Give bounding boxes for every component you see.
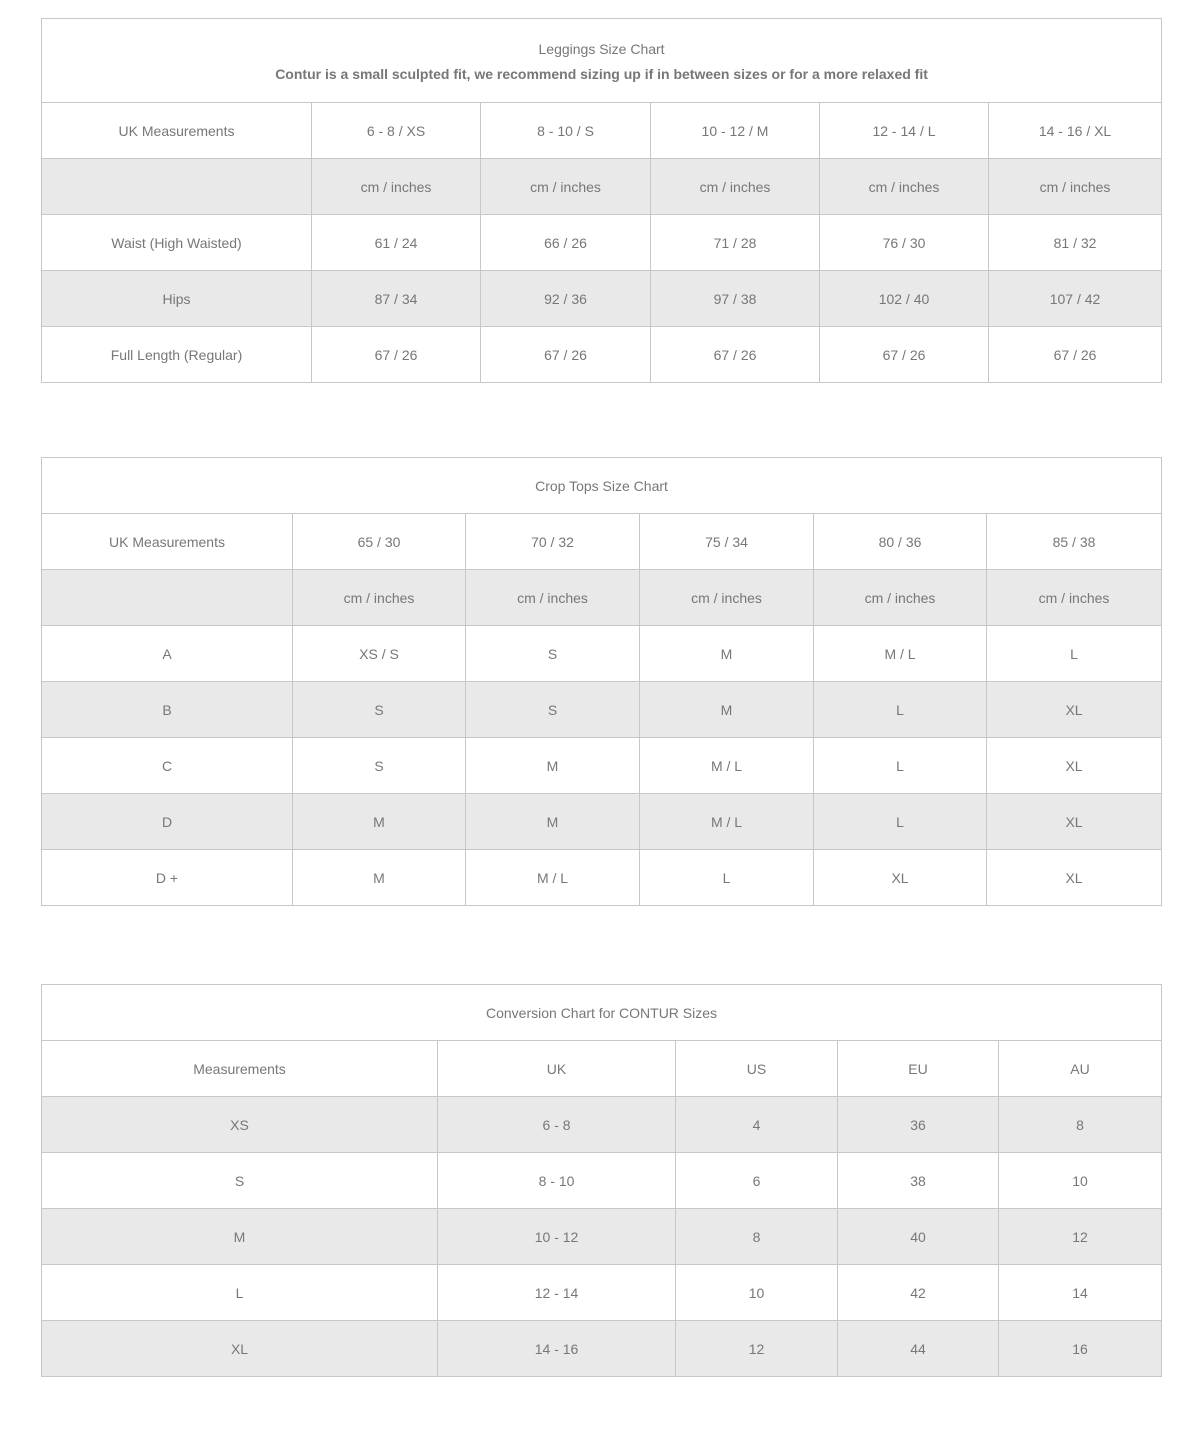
table-cell: 14 xyxy=(999,1265,1162,1321)
leggings-units-cell: cm / inches xyxy=(651,159,820,215)
table-row xyxy=(42,271,1162,327)
leggings-title: Leggings Size Chart xyxy=(538,40,665,57)
table-cell: M xyxy=(293,850,466,906)
leggings-header-cell: 8 - 10 / S xyxy=(481,103,651,159)
table-cell: 67 / 26 xyxy=(312,327,481,383)
table-cell: 81 / 32 xyxy=(989,215,1162,271)
table-cell: 87 / 34 xyxy=(312,271,481,327)
table-cell: M / L xyxy=(814,626,987,682)
table-row xyxy=(42,1209,1162,1265)
table-cell: 71 / 28 xyxy=(651,215,820,271)
row-label: XL xyxy=(42,1321,438,1377)
row-label: Full Length (Regular) xyxy=(42,327,312,383)
table-cell: 6 xyxy=(676,1153,838,1209)
table-cell: L xyxy=(814,794,987,850)
croptops-units-cell: cm / inches xyxy=(293,570,466,626)
table-cell: 10 xyxy=(999,1153,1162,1209)
table-cell: L xyxy=(640,850,814,906)
table-cell: 44 xyxy=(838,1321,999,1377)
table-cell: XS / S xyxy=(293,626,466,682)
conversion-header-cell: Measurements xyxy=(42,1041,438,1097)
table-cell: M xyxy=(640,682,814,738)
croptops-units-cell: cm / inches xyxy=(466,570,640,626)
table-cell: 42 xyxy=(838,1265,999,1321)
table-cell: M / L xyxy=(466,850,640,906)
table-cell: 8 xyxy=(999,1097,1162,1153)
table-row xyxy=(42,738,1162,794)
conversion-header-cell: AU xyxy=(999,1041,1162,1097)
table-cell: 8 xyxy=(676,1209,838,1265)
table-row xyxy=(42,327,1162,383)
table-cell: 12 - 14 xyxy=(438,1265,676,1321)
row-label: B xyxy=(42,682,293,738)
table-row xyxy=(42,626,1162,682)
table-row xyxy=(42,850,1162,906)
table-cell: XL xyxy=(987,850,1162,906)
table-cell: 10 xyxy=(676,1265,838,1321)
table-cell: M xyxy=(293,794,466,850)
leggings-header-cell: 10 - 12 / M xyxy=(651,103,820,159)
table-row xyxy=(42,794,1162,850)
conversion-title-row xyxy=(42,985,1162,1041)
table-cell: S xyxy=(466,682,640,738)
row-label: L xyxy=(42,1265,438,1321)
row-label: C xyxy=(42,738,293,794)
table-cell: 16 xyxy=(999,1321,1162,1377)
leggings-units-row xyxy=(42,159,1162,215)
table-cell: XL xyxy=(987,794,1162,850)
table-cell: 76 / 30 xyxy=(820,215,989,271)
table-cell: M xyxy=(640,626,814,682)
table-cell: 12 xyxy=(999,1209,1162,1265)
croptops-units-cell: cm / inches xyxy=(814,570,987,626)
croptops-header-cell: 65 / 30 xyxy=(293,514,466,570)
leggings-header-cell: 14 - 16 / XL xyxy=(989,103,1162,159)
table-cell: 12 xyxy=(676,1321,838,1377)
table-cell: 66 / 26 xyxy=(481,215,651,271)
table-cell: 67 / 26 xyxy=(989,327,1162,383)
table-cell: 102 / 40 xyxy=(820,271,989,327)
table-row xyxy=(42,1097,1162,1153)
table-cell: 38 xyxy=(838,1153,999,1209)
croptops-units-cell: cm / inches xyxy=(987,570,1162,626)
table-cell: 6 - 8 xyxy=(438,1097,676,1153)
croptops-title: Crop Tops Size Chart xyxy=(42,458,1162,514)
table-row xyxy=(42,215,1162,271)
table-cell: 97 / 38 xyxy=(651,271,820,327)
table-cell: 61 / 24 xyxy=(312,215,481,271)
croptops-header-cell: 75 / 34 xyxy=(640,514,814,570)
table-cell: S xyxy=(466,626,640,682)
table-cell: 40 xyxy=(838,1209,999,1265)
leggings-units-cell xyxy=(42,159,312,215)
conversion-header-cell: UK xyxy=(438,1041,676,1097)
leggings-subtitle: Contur is a small sculpted fit, we recommend sizing up if in between sizes or for a more relaxed fit xyxy=(275,65,928,82)
row-label: D + xyxy=(42,850,293,906)
croptops-units-cell: cm / inches xyxy=(640,570,814,626)
croptops-header-cell: 85 / 38 xyxy=(987,514,1162,570)
table-cell: 14 - 16 xyxy=(438,1321,676,1377)
conversion-header-row xyxy=(42,1041,1162,1097)
leggings-header-row xyxy=(42,103,1162,159)
croptops-header-cell: 70 / 32 xyxy=(466,514,640,570)
table-cell: L xyxy=(814,682,987,738)
row-label: D xyxy=(42,794,293,850)
leggings-units-cell: cm / inches xyxy=(989,159,1162,215)
table-cell: XL xyxy=(814,850,987,906)
table-cell: 8 - 10 xyxy=(438,1153,676,1209)
leggings-units-cell: cm / inches xyxy=(312,159,481,215)
row-label: Hips xyxy=(42,271,312,327)
row-label: XS xyxy=(42,1097,438,1153)
crop-tops-size-chart xyxy=(41,457,1162,906)
table-row xyxy=(42,1321,1162,1377)
table-cell: 4 xyxy=(676,1097,838,1153)
conversion-chart xyxy=(41,984,1162,1377)
leggings-units-cell: cm / inches xyxy=(820,159,989,215)
leggings-title-cell xyxy=(42,19,1162,103)
leggings-header-cell: 12 - 14 / L xyxy=(820,103,989,159)
croptops-header-row xyxy=(42,514,1162,570)
leggings-header-cell: UK Measurements xyxy=(42,103,312,159)
table-cell: 67 / 26 xyxy=(820,327,989,383)
croptops-header-cell: UK Measurements xyxy=(42,514,293,570)
table-cell: L xyxy=(987,626,1162,682)
table-cell: M / L xyxy=(640,794,814,850)
leggings-title-row xyxy=(42,19,1162,103)
row-label: S xyxy=(42,1153,438,1209)
table-cell: 10 - 12 xyxy=(438,1209,676,1265)
croptops-title-row xyxy=(42,458,1162,514)
leggings-size-chart xyxy=(41,18,1162,383)
croptops-units-row xyxy=(42,570,1162,626)
table-cell: M xyxy=(466,738,640,794)
row-label: Waist (High Waisted) xyxy=(42,215,312,271)
conversion-header-cell: EU xyxy=(838,1041,999,1097)
table-cell: S xyxy=(293,682,466,738)
table-cell: 67 / 26 xyxy=(481,327,651,383)
table-cell: M / L xyxy=(640,738,814,794)
leggings-header-cell: 6 - 8 / XS xyxy=(312,103,481,159)
row-label: M xyxy=(42,1209,438,1265)
row-label: A xyxy=(42,626,293,682)
conversion-header-cell: US xyxy=(676,1041,838,1097)
croptops-header-cell: 80 / 36 xyxy=(814,514,987,570)
table-cell: L xyxy=(814,738,987,794)
table-cell: S xyxy=(293,738,466,794)
table-cell: XL xyxy=(987,682,1162,738)
conversion-title: Conversion Chart for CONTUR Sizes xyxy=(42,985,1162,1041)
croptops-units-cell xyxy=(42,570,293,626)
leggings-units-cell: cm / inches xyxy=(481,159,651,215)
table-cell: 67 / 26 xyxy=(651,327,820,383)
table-cell: 36 xyxy=(838,1097,999,1153)
table-row xyxy=(42,1153,1162,1209)
table-row xyxy=(42,1265,1162,1321)
table-cell: XL xyxy=(987,738,1162,794)
table-row xyxy=(42,682,1162,738)
table-cell: 92 / 36 xyxy=(481,271,651,327)
table-cell: M xyxy=(466,794,640,850)
table-cell: 107 / 42 xyxy=(989,271,1162,327)
